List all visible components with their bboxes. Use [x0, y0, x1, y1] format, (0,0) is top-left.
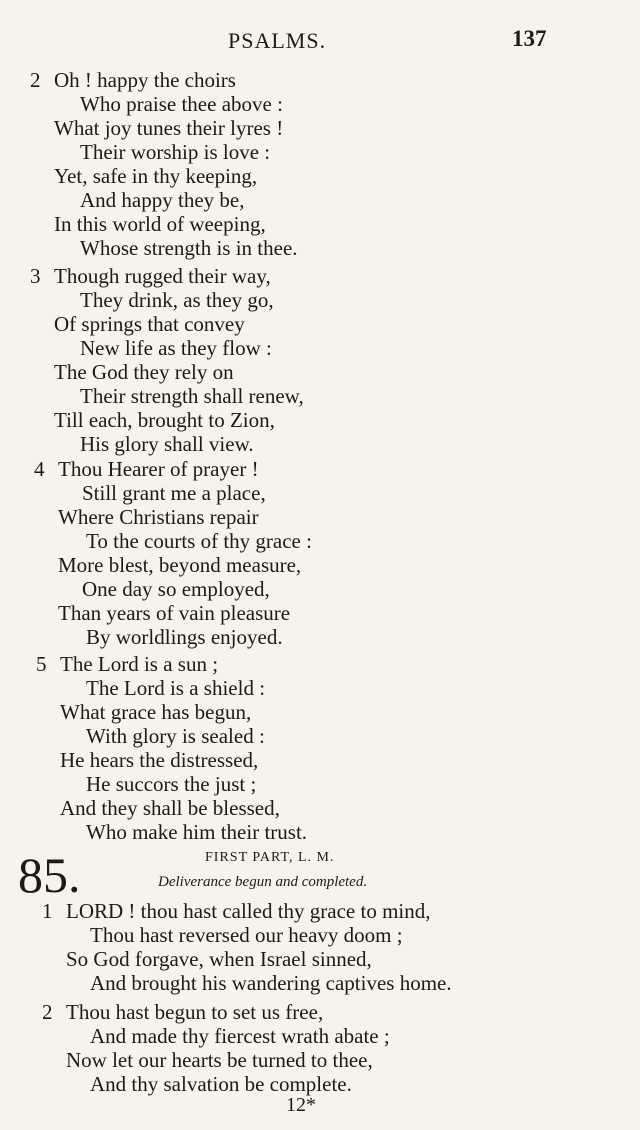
verse-line: LORD ! thou hast called thy grace to mind, [66, 899, 431, 923]
verse-line: Till each, brought to Zion, [54, 408, 275, 432]
verse-line: Thou Hearer of prayer ! [58, 457, 259, 481]
verse-line: He hears the distressed, [60, 748, 259, 772]
verse-line: More blest, beyond measure, [58, 553, 302, 577]
verse-line: And happy they be, [80, 188, 245, 212]
page-number: 137 [512, 26, 547, 51]
verse-line: Who make him their trust. [86, 820, 308, 844]
verse-line: To the courts of thy grace : [86, 529, 312, 553]
verse-line: By worldlings enjoyed. [86, 625, 283, 649]
signature-mark: 12* [286, 1094, 316, 1116]
verse-line: Still grant me a place, [82, 481, 266, 505]
stanza-number: 5 [36, 652, 47, 676]
running-head [0, 26, 640, 56]
verse-line: Than years of vain pleasure [58, 601, 291, 625]
verse-line: The Lord is a shield : [86, 676, 266, 700]
verse-line: Though rugged their way, [54, 264, 271, 288]
verse-line: Yet, safe in thy keeping, [54, 164, 258, 188]
verse-line: Of springs that convey [54, 312, 245, 336]
verse-line: The Lord is a sun ; [60, 652, 219, 676]
stanza-number: 2 [30, 68, 41, 92]
hymn-subtitle: Deliverance begun and completed. [158, 874, 368, 890]
stanza-number: 3 [30, 264, 41, 288]
verse-line: Where Christians repair [58, 505, 259, 529]
verse-line: The God they rely on [54, 360, 234, 384]
verse-line: With glory is sealed : [86, 724, 265, 748]
verse-line: Their worship is love : [80, 140, 271, 164]
stanza-number: 4 [34, 457, 45, 481]
verse-line: Who praise thee above : [80, 92, 283, 116]
verse-line: One day so employed, [82, 577, 270, 601]
verse-line: And they shall be blessed, [60, 796, 280, 820]
verse-line: Their strength shall renew, [80, 384, 304, 408]
verse-line: Now let our hearts be turned to thee, [66, 1048, 373, 1072]
verse-line: What joy tunes their lyres ! [54, 116, 284, 140]
stanza-number: 1 [42, 899, 53, 923]
verse-line: He succors the just ; [86, 772, 257, 796]
verse-line: His glory shall view. [80, 432, 254, 456]
hymn-meter: FIRST PART, L. M. [205, 850, 335, 865]
stanza-number: 2 [42, 1000, 53, 1024]
verse-line: And made thy fiercest wrath abate ; [90, 1024, 390, 1048]
verse-line: Oh ! happy the choirs [54, 68, 236, 92]
verse-line: In this world of weeping, [54, 212, 266, 236]
verse-line: What grace has begun, [60, 700, 252, 724]
verse-line: And thy salvation be complete. [90, 1072, 352, 1096]
running-title: PSALMS. [228, 28, 327, 53]
verse-line: They drink, as they go, [80, 288, 274, 312]
verse-line: New life as they flow : [80, 336, 272, 360]
verse-line: So God forgave, when Israel sinned, [66, 947, 372, 971]
verse-line: And brought his wandering captives home. [90, 971, 452, 995]
verse-line: Whose strength is in thee. [80, 236, 298, 260]
verse-line: Thou hast reversed our heavy doom ; [90, 923, 403, 947]
hymn-number: 85. [18, 847, 81, 903]
verse-line: Thou hast begun to set us free, [66, 1000, 324, 1024]
